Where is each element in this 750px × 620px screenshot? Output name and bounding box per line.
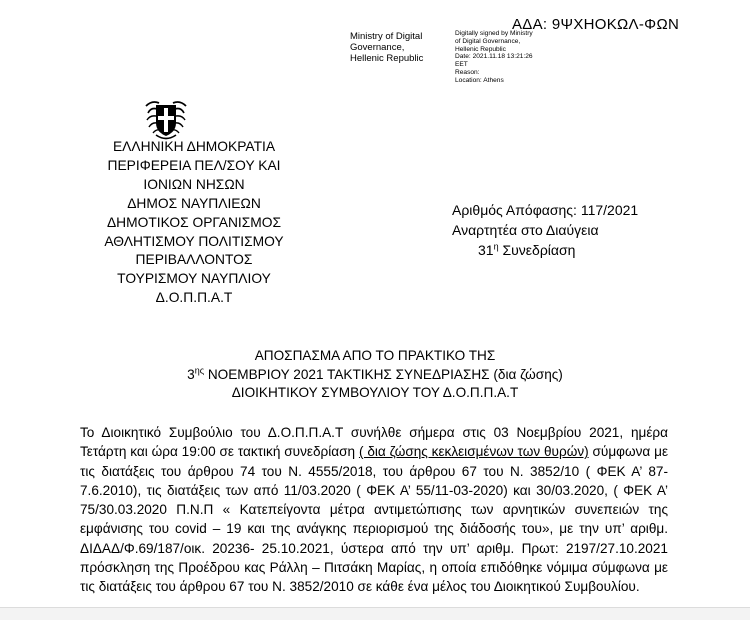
meeting-number bbox=[452, 240, 638, 260]
signature-issuer-line: Hellenic Republic bbox=[350, 53, 424, 64]
issuer-line: ΠΕΡΙΒΑΛΛΟΝΤΟΣ bbox=[135, 252, 253, 268]
diavgeia-note: Αναρτητέα στο Διαύγεια bbox=[452, 222, 599, 238]
meeting-label: Συνεδρίαση bbox=[498, 242, 576, 258]
issuer-line: ΕΛΛΗΝΙΚΗ ΔΗΜΟΚΡΑΤΙΑ bbox=[112, 139, 276, 154]
greek-emblem-icon bbox=[142, 98, 190, 142]
signature-detail-line: of Digital Governance, bbox=[455, 37, 521, 45]
decision-info bbox=[452, 200, 638, 260]
issuer-line: ΔΗΜΟΣ ΝΑΥΠΛΙΕΩΝ bbox=[127, 195, 261, 211]
signature-detail-line: Date: 2021.11.18 13:21:26 bbox=[455, 53, 533, 61]
signature-issuer-line: Governance, bbox=[350, 42, 405, 53]
ada-code: ΑΔΑ: 9ΨΧΗΟΚΩΛ-ΦΩΝ bbox=[512, 16, 680, 33]
issuer-line: Δ.Ο.Π.Π.Α.Τ bbox=[155, 290, 233, 306]
signature-detail-line: EET bbox=[455, 61, 468, 69]
title-line-3: ΔΙΟΙΚΗΤΙΚΟΥ ΣΥΜΒΟΥΛΙΟΥ ΤΟΥ Δ.Ο.Π.Π.Α.Τ bbox=[231, 385, 519, 400]
signature-detail-line: Hellenic Republic bbox=[455, 45, 506, 53]
meeting-num: 31 bbox=[478, 242, 494, 258]
signature-detail-line: Location: Athens bbox=[455, 76, 504, 84]
issuer-line: ΤΟΥΡΙΣΜΟΥ ΝΑΥΠΛΙΟΥ bbox=[117, 271, 271, 287]
title-date-num: 3 bbox=[187, 366, 195, 382]
issuer-line: ΑΘΛΗΤΙΣΜΟΥ ΠΟΛΙΤΙΣΜΟΥ bbox=[104, 233, 284, 249]
signature-issuer-line: Ministry of Digital bbox=[350, 31, 423, 42]
body-text-part2: σύμφωνα με τις διατάξεις του άρθρου 74 του Ν. 4555/2018, του άρθρου 67 του Ν. 3852/10 ( ΦΕΚ Α’ 87-7.6.2010), τις διατάξεις των από 11/03.2020 ( ΦΕΚ Α’ 55/11-03-2020) και 30/03.2020, ( ΦΕΚ Α’ 75/30.03.2020 Π.Ν.Π « Κατεπείγοντα μέτρα αντιμετώπισης των αρνητικών συνεπειών της εμφάνισης του covid – 19 και της ανάγκης περιορισμού της διάδοσής του», με την υπ’ αριθμ. ΔΙΔΑΔ/Φ.69/187/οικ. 20236- 25.10.2021, ύστερα από την υπ’ αριθμ. Πρωτ: 2197/27.10.2021 πρόσκληση της Προέδρου κας Ράλλη – Πιτσάκη Μαρίας, η οποία επιδόθηκε νόμιμα σύμφωνα με τις διατάξεις του άρθρου 67 του Ν. 3852/2010 σε κάθε ένα μέλος του Διοικητικού Συμβουλίου. bbox=[80, 444, 668, 595]
body-text-part1: Το Διοικητικό Συμβούλιο του Δ.Ο.Π.Π.Α.Τ συνήλθε σήμερα στις 03 Νοεμβρίου 2021, ημέρα Τετάρτη και ώρα 19:00 σε τακτική συνεδρίαση bbox=[80, 425, 668, 460]
signature-detail-line: Reason: bbox=[455, 68, 480, 76]
issuer-line: ΔΗΜΟΤΙΚΟΣ ΟΡΓΑΝΙΣΜΟΣ bbox=[106, 214, 282, 230]
issuer-header bbox=[44, 138, 344, 308]
meeting-sup: η bbox=[493, 241, 499, 252]
title-line-2 bbox=[0, 366, 750, 385]
signature-issuer bbox=[350, 31, 423, 64]
title-date-rest: ΝΟΕΜΒΡΙΟΥ 2021 ΤΑΚΤΙΚΗΣ ΣΥΝΕΔΡΙΑΣΗΣ (δια ζώσης) bbox=[204, 366, 563, 382]
issuer-line: ΙΟΝΙΩΝ ΝΗΣΩΝ bbox=[143, 176, 245, 192]
signature-details bbox=[455, 30, 533, 85]
body-paragraph bbox=[80, 423, 668, 597]
issuer-line: ΠΕΡΙΦΕΡΕΙΑ ΠΕΛ/ΣΟΥ ΚΑΙ bbox=[107, 157, 281, 173]
page-bottom-strip bbox=[0, 607, 750, 620]
signature-detail-line: Digitally signed by Ministry bbox=[455, 30, 533, 37]
body-text-underlined: ( δια ζώσης κεκλεισμένων των θυρών) bbox=[358, 444, 589, 460]
document-title bbox=[0, 347, 750, 403]
title-line-1: ΑΠΟΣΠΑΣΜΑ ΑΠΟ ΤΟ ΠΡΑΚΤΙΚΟ ΤΗΣ bbox=[254, 348, 496, 363]
decision-number: Αριθμός Απόφασης: 117/2021 bbox=[452, 202, 639, 218]
title-date-sup: ης bbox=[194, 364, 205, 375]
